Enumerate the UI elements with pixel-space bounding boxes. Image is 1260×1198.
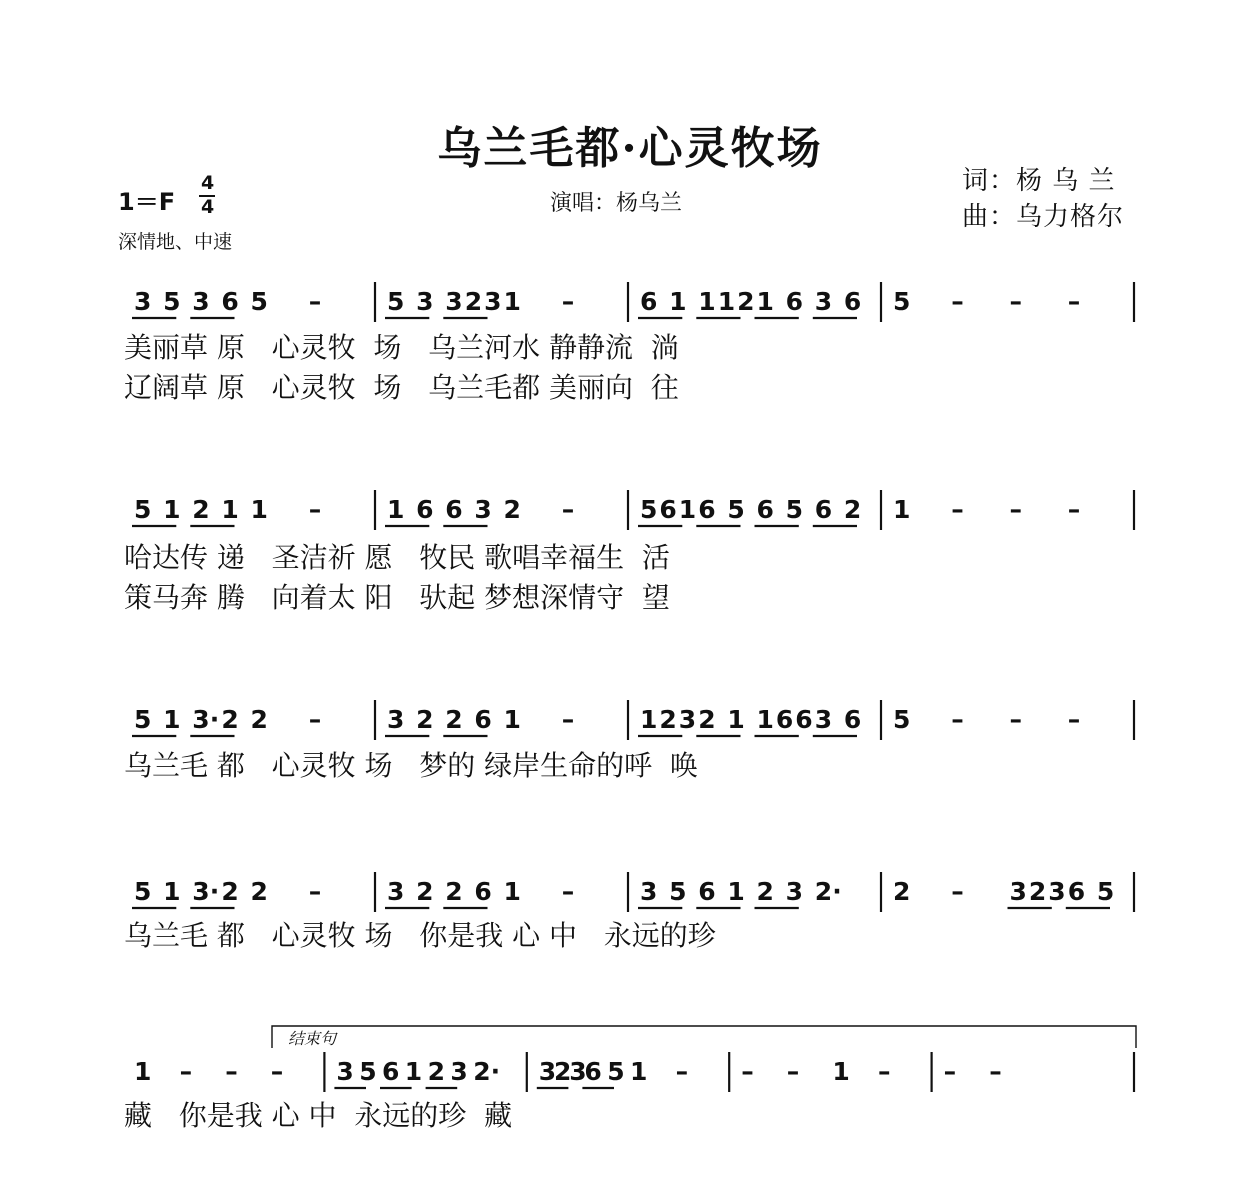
note: 1 [163,705,181,734]
note: 5 [640,495,658,524]
note: 1 [503,287,521,316]
singer-credit: 演唱：杨乌兰 [550,191,683,216]
note: 6 [843,705,862,734]
note: 6 [698,495,716,524]
lyric-line-4-verse-1: 乌兰毛 都 心灵牧 场 你是我 心 中 永远的珍 [124,919,716,952]
note: 3 [450,1057,468,1086]
dash-note: – [1067,287,1081,316]
dash-note: – [951,877,964,906]
dash-note: – [741,1057,754,1086]
dash-note: – [561,495,575,524]
note: 1 [893,495,911,524]
note: 1 [163,877,181,906]
dash-note: – [943,1057,957,1086]
lyric-line-1-verse-1: 美丽草 原 心灵牧 场 乌兰河水 静静流 淌 [124,331,679,364]
note: 5 [607,1057,625,1086]
note: 1 [832,1057,850,1086]
note: 5 [134,495,152,524]
dash-note: – [308,877,322,906]
note: 3 [387,877,405,906]
note: 6 [474,877,492,906]
dash-note: – [951,287,964,316]
note: 1 [630,1057,648,1086]
note: 5 [359,1057,377,1086]
note: 5 [893,705,911,734]
note: 1 [727,877,745,906]
note: 3 [484,287,502,316]
tempo-marking: 深情地、中速 [118,231,233,253]
note: 1 [221,495,239,524]
note: 3 [678,705,697,734]
note: 1 [717,287,736,316]
lyric-line-5-verse-1: 藏 你是我 心 中 永远的珍 藏 [124,1099,513,1132]
note: 5 [134,705,152,734]
note: 6 [843,287,862,316]
note: 2 [554,1057,572,1086]
composer-credit: 曲：乌力格尔 [962,202,1125,232]
dash-note: – [225,1057,238,1086]
note: 2 [737,287,755,316]
note: 1 [387,495,405,524]
note: 2 [416,705,434,734]
note: 1 [756,287,774,316]
note: 2 [893,877,911,906]
note: 3 [1009,877,1027,906]
note: 3 [416,287,434,316]
note: 6 [698,877,716,906]
note: 6 [640,287,658,316]
note: 5 [727,495,745,524]
note: 6 [474,705,492,734]
note: 3 [387,705,405,734]
note: 3 [445,287,463,316]
note: 2 [221,705,239,734]
dash-note: – [1009,495,1022,524]
note: 3 [336,1057,354,1086]
note: 3 [1048,877,1066,906]
note: 6 [584,1057,602,1086]
note: 2 [756,877,774,906]
note: 2 [250,877,268,906]
note: 6 [785,287,804,316]
dash-note: – [675,1057,689,1086]
note: 3 [785,877,804,906]
note: 1 [163,495,181,524]
dash-note: – [951,495,964,524]
note: 2 [221,877,239,906]
note: 5 [893,287,911,316]
note: 3 [640,877,658,906]
dash-note: – [1009,705,1022,734]
note: 1 [669,287,687,316]
dash-note: – [1067,705,1081,734]
note: 2· [814,877,842,906]
note: 6 [795,705,813,734]
time-signature-top: 4 [201,172,215,194]
note: 5 [250,287,268,316]
lyric-line-2-verse-2: 策马奔 腾 向着太 阳 驮起 梦想深情守 望 [124,581,670,614]
note: 5 [1096,877,1115,906]
note: 5 [669,877,687,906]
lyricist-credit: 词：杨 乌 兰 [962,166,1116,196]
dash-note: – [878,1057,891,1086]
ending-bracket [272,1026,1136,1048]
note: 3 [814,287,833,316]
note: 6 [775,705,794,734]
note: 2 [698,705,716,734]
note: 2 [445,877,463,906]
note: 5 [387,287,405,316]
note: 1 [756,705,774,734]
note: 1 [503,705,521,734]
note: 6 [756,495,774,524]
song-title: 乌兰毛都·心灵牧场 [437,123,823,174]
note: 6 [382,1057,400,1086]
dash-note: – [308,705,322,734]
note: 3· [192,877,220,906]
lyric-line-3-verse-1: 乌兰毛 都 心灵牧 场 梦的 绿岸生命的呼 唤 [124,749,698,782]
note: 2 [659,705,677,734]
note: 1 [678,495,697,524]
note: 6 [659,495,677,524]
note: 2 [250,705,268,734]
note: 2 [843,495,862,524]
dash-note: – [561,705,575,734]
note: 3· [192,705,220,734]
dash-note: – [951,705,964,734]
key-signature: 1＝F [118,188,176,216]
note: 5 [134,877,152,906]
note: 6 [814,495,833,524]
note: 5 [163,287,181,316]
dash-note: – [989,1057,1002,1086]
note: 2· [473,1057,501,1086]
note: 3 [538,1057,557,1086]
ending-label: 结束句 [288,1029,337,1048]
note: 3 [474,495,492,524]
note: 2 [464,287,483,316]
note: 1 [250,495,268,524]
note: 1 [503,877,521,906]
lyric-line-1-verse-2: 辽阔草 原 心灵牧 场 乌兰毛都 美丽向 往 [124,371,679,404]
note: 2 [427,1057,446,1086]
dash-note: – [1067,495,1081,524]
note: 2 [503,495,521,524]
note: 1 [640,705,658,734]
dash-note: – [1009,287,1022,316]
dash-note: – [308,287,322,316]
note: 1 [134,1057,152,1086]
note: 3 [569,1057,587,1086]
dash-note: – [179,1057,193,1086]
note: 5 [785,495,804,524]
note: 2 [445,705,463,734]
note: 6 [221,287,239,316]
lyric-line-2-verse-1: 哈达传 递 圣洁祈 愿 牧民 歌唱幸福生 活 [124,541,670,574]
dash-note: – [270,1057,284,1086]
dash-note: – [308,495,322,524]
dash-note: – [786,1057,800,1086]
note: 6 [445,495,463,524]
note: 2 [416,877,434,906]
dash-note: – [561,877,575,906]
note: 1 [698,287,716,316]
time-signature-bottom: 4 [201,196,215,218]
note: 3 [134,287,152,316]
note: 2 [192,495,210,524]
note: 6 [1067,877,1086,906]
note: 6 [416,495,434,524]
note: 3 [192,287,210,316]
note: 2 [1028,877,1047,906]
note: 1 [727,705,745,734]
dash-note: – [561,287,575,316]
note: 1 [404,1057,423,1086]
note: 3 [814,705,833,734]
